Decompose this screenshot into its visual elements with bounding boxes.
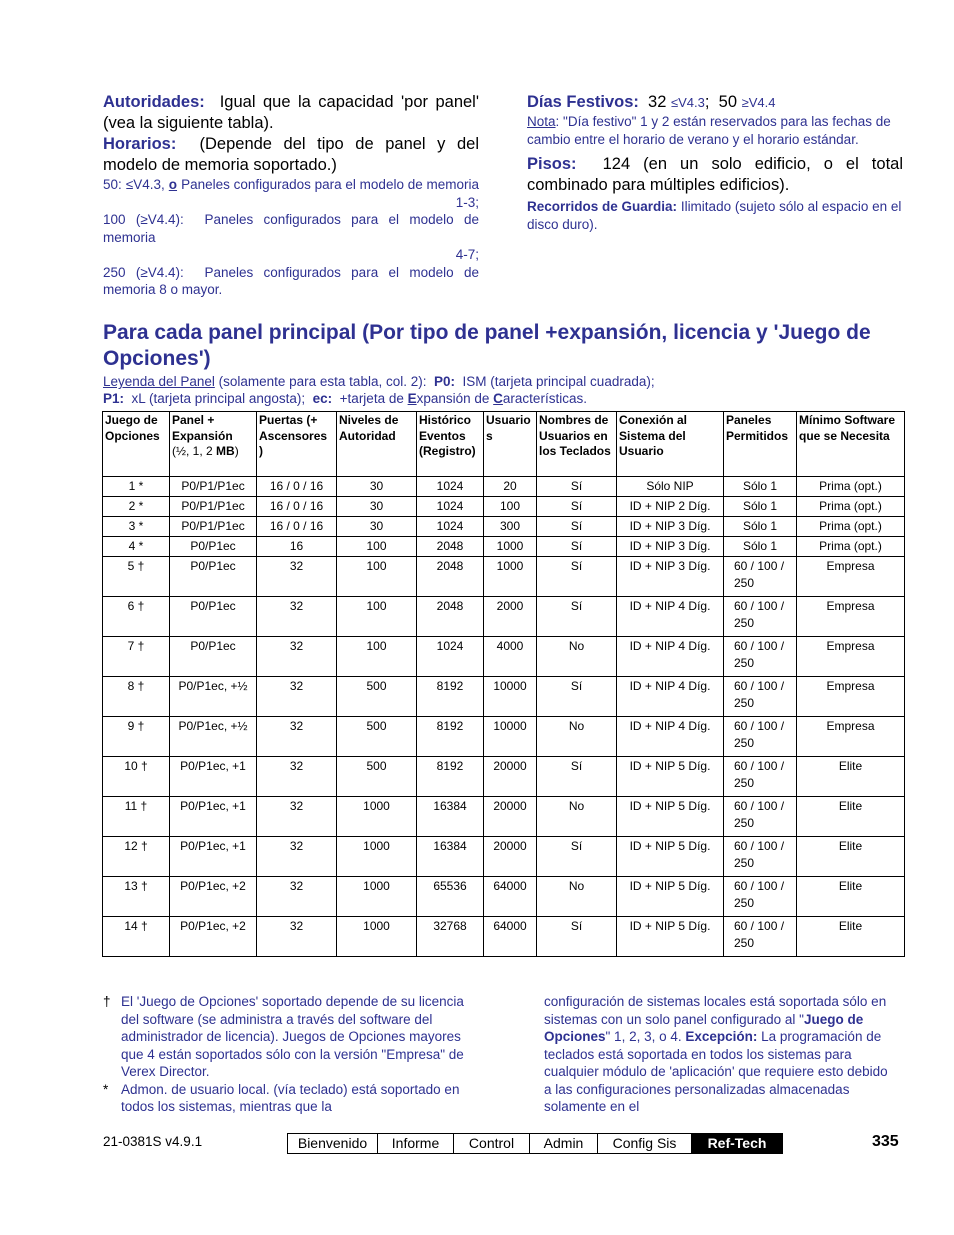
- table-cell: Sí: [537, 497, 617, 517]
- table-header-row: [103, 412, 905, 477]
- table-cell: 60 / 100 / 250: [724, 797, 797, 837]
- table-cell: 32: [257, 837, 337, 877]
- legend-p1: P1:: [103, 391, 125, 406]
- table-cell: 60 / 100 / 250: [724, 597, 797, 637]
- holidays-label: Días Festivos:: [527, 93, 639, 111]
- table-cell: ID + NIP 4 Díg.: [617, 677, 724, 717]
- table-cell: ID + NIP 5 Díg.: [617, 757, 724, 797]
- table-cell: Sí: [537, 837, 617, 877]
- table-row: [103, 837, 905, 877]
- table-cell: 2048: [417, 597, 484, 637]
- table-row: [103, 717, 905, 757]
- authorities-paragraph: [103, 92, 479, 134]
- dagger-text: El 'Juego de Opciones' soportado depende de su licencia del software (se administra a través del software del administrador de licencia). Juegos de Opciones mayores que 4 están soportados sólo con la versión "Empresa" de Verex Director.: [121, 994, 464, 1079]
- holidays-sep: ;: [704, 93, 710, 111]
- table-cell: Sólo 1: [724, 517, 797, 537]
- table-cell: Prima (opt.): [797, 517, 905, 537]
- table-row: [103, 537, 905, 557]
- table-row: [103, 917, 905, 957]
- table-cell: 20: [484, 477, 537, 497]
- sched-l1-b: ≤V4.3,: [125, 177, 165, 192]
- footnotes-left: [103, 993, 471, 1116]
- legend-ec-a: +tarjeta de: [339, 391, 408, 406]
- table-cell: 32: [257, 637, 337, 677]
- table-cell: 13 †: [103, 877, 170, 917]
- table-cell: Empresa: [797, 717, 905, 757]
- table-cell: 1024: [417, 637, 484, 677]
- table-cell: 60 / 100 / 250: [724, 557, 797, 597]
- table-cell: Sí: [537, 537, 617, 557]
- table-cell: No: [537, 797, 617, 837]
- col-header: [170, 412, 257, 477]
- legend-p0-text: ISM (tarjeta principal cuadrada);: [462, 374, 655, 389]
- table-cell: ID + NIP 3 Díg.: [617, 537, 724, 557]
- table-cell: ID + NIP 3 Díg.: [617, 557, 724, 597]
- table-cell: 1024: [417, 497, 484, 517]
- table-cell: 12 †: [103, 837, 170, 877]
- col-header-end: ): [234, 444, 239, 458]
- table-cell: 8192: [417, 677, 484, 717]
- table-cell: 14 †: [103, 917, 170, 957]
- table-cell: P0/P1/P1ec: [170, 477, 257, 497]
- schedules-paragraph: [103, 134, 479, 176]
- table-cell: P0/P1ec, +½: [170, 717, 257, 757]
- table-cell: 60 / 100 / 250: [724, 637, 797, 677]
- table-cell: 1000: [484, 537, 537, 557]
- table-cell: 32: [257, 877, 337, 917]
- note-text: : "Día festivo" 1 y 2 están reservados para las fechas de cambio entre el horario de verano y el horario estándar.: [527, 114, 891, 147]
- table-cell: 20000: [484, 757, 537, 797]
- table-cell: Elite: [797, 757, 905, 797]
- table-cell: No: [537, 877, 617, 917]
- table-row: [103, 877, 905, 917]
- table-cell: 1024: [417, 477, 484, 497]
- table-cell: 2000: [484, 597, 537, 637]
- table-cell: 100: [337, 537, 417, 557]
- table-cell: 300: [484, 517, 537, 537]
- col-header: Paneles Permitidos: [724, 412, 797, 477]
- table-cell: 30: [337, 477, 417, 497]
- table-cell: P0/P1ec, +1: [170, 837, 257, 877]
- holidays-v2: 50: [718, 93, 738, 111]
- table-cell: 2048: [417, 557, 484, 597]
- sched-l1-end: 1-3;: [455, 194, 479, 210]
- table-cell: Elite: [797, 877, 905, 917]
- document-id: 21-0381S v4.9.1: [103, 1134, 203, 1149]
- dagger-mark: †: [103, 994, 111, 1009]
- table-cell: 1000: [337, 837, 417, 877]
- nav-control[interactable]: Control: [454, 1134, 530, 1153]
- table-cell: Prima (opt.): [797, 537, 905, 557]
- table-cell: Elite: [797, 917, 905, 957]
- cont-b: Juego de Opciones: [544, 1011, 864, 1044]
- table-cell: 9 †: [103, 717, 170, 757]
- col-header: Puertas (+ Ascensores ): [257, 412, 337, 477]
- schedules-text: (Depende del tipo de panel y del modelo de memoria soportado.): [103, 135, 479, 174]
- col-header: Juego de Opciones: [103, 412, 170, 477]
- legend-ec-c: xpansión de: [416, 391, 494, 406]
- table-cell: 30: [337, 497, 417, 517]
- table-body: [103, 477, 905, 957]
- table-cell: 1000: [337, 797, 417, 837]
- table-cell: ID + NIP 3 Díg.: [617, 517, 724, 537]
- col-header: Usuario s: [484, 412, 537, 477]
- sched-l1-a: 50:: [103, 177, 122, 192]
- table-row: [103, 637, 905, 677]
- footnotes-right: [544, 993, 896, 1116]
- legend-label: Leyenda del Panel: [103, 374, 215, 389]
- floors-label: Pisos:: [527, 155, 577, 173]
- holidays-v2-version: ≥V4.4: [741, 95, 776, 110]
- nav-ref-tech[interactable]: Ref-Tech: [692, 1134, 782, 1153]
- table-cell: 8192: [417, 757, 484, 797]
- schedules-line-2: [103, 211, 479, 264]
- table-cell: 1 *: [103, 477, 170, 497]
- col-header-sub: (½, 1, 2: [172, 444, 217, 458]
- table-cell: Elite: [797, 797, 905, 837]
- table-cell: ID + NIP 4 Díg.: [617, 717, 724, 757]
- table-cell: 60 / 100 / 250: [724, 877, 797, 917]
- table-cell: 60 / 100 / 250: [724, 717, 797, 757]
- table-cell: Sí: [537, 557, 617, 597]
- table-cell: 2 *: [103, 497, 170, 517]
- table-cell: Sólo 1: [724, 497, 797, 517]
- table-cell: No: [537, 717, 617, 757]
- page-number: 335: [872, 1133, 899, 1150]
- table-cell: Sólo NIP: [617, 477, 724, 497]
- table-cell: 60 / 100 / 250: [724, 837, 797, 877]
- authorities-label: Autoridades:: [103, 93, 205, 111]
- section-title: Para cada panel principal (Por tipo de panel +expansión, licencia y 'Juego de Opciones'): [103, 321, 871, 370]
- table-cell: ID + NIP 5 Díg.: [617, 837, 724, 877]
- table-cell: P0/P1ec: [170, 537, 257, 557]
- sched-l2-a: 100 (≥V4.4):: [103, 212, 184, 227]
- legend-l1: (solamente para esta tabla, col. 2):: [218, 374, 427, 389]
- table-cell: 6 †: [103, 597, 170, 637]
- table-cell: P0/P1ec: [170, 557, 257, 597]
- col-header: Histórico Eventos (Registro): [417, 412, 484, 477]
- table-cell: 500: [337, 677, 417, 717]
- table-row: [103, 677, 905, 717]
- holidays-v1-version: ≤V4.3: [671, 95, 705, 110]
- legend-ec-d: C: [493, 391, 503, 406]
- table-cell: 16 / 0 / 16: [257, 497, 337, 517]
- table-cell: 32: [257, 797, 337, 837]
- star-text: Admon. de usuario local. (vía teclado) está soportado en todos los sistemas, mientras que la: [121, 1081, 460, 1114]
- table-row: [103, 797, 905, 837]
- table-cell: ID + NIP 5 Díg.: [617, 877, 724, 917]
- table-cell: 10 †: [103, 757, 170, 797]
- table-cell: Sólo 1: [724, 477, 797, 497]
- star-mark: *: [103, 1081, 109, 1097]
- table-cell: 60 / 100 / 250: [724, 917, 797, 957]
- table-cell: Sí: [537, 517, 617, 537]
- cont-c: " 1, 2, 3, o 4.: [605, 1029, 686, 1044]
- table-cell: 100: [484, 497, 537, 517]
- table-cell: ID + NIP 4 Díg.: [617, 597, 724, 637]
- guard-text: Ilimitado (sujeto sólo al espacio en el disco duro).: [527, 199, 902, 232]
- table-cell: 100: [337, 597, 417, 637]
- sched-l1-d: Paneles configurados para el modelo de memoria: [181, 177, 479, 192]
- table-cell: ID + NIP 4 Díg.: [617, 637, 724, 677]
- nav-informe[interactable]: Informe: [378, 1134, 454, 1153]
- table-cell: P0/P1/P1ec: [170, 517, 257, 537]
- col-header-text: Panel + Expansión: [172, 413, 233, 443]
- table-cell: Empresa: [797, 637, 905, 677]
- table-cell: 16384: [417, 837, 484, 877]
- right-column: [527, 92, 903, 233]
- table-cell: P0/P1/P1ec: [170, 497, 257, 517]
- sched-l1-row: [103, 176, 479, 194]
- table-cell: 16384: [417, 797, 484, 837]
- table-cell: Prima (opt.): [797, 497, 905, 517]
- table-cell: P0/P1ec, +2: [170, 917, 257, 957]
- table-cell: 1000: [337, 917, 417, 957]
- table-cell: P0/P1ec: [170, 637, 257, 677]
- table-cell: 60 / 100 / 250: [724, 757, 797, 797]
- table-cell: 64000: [484, 877, 537, 917]
- col-header: Niveles de Autoridad: [337, 412, 417, 477]
- legend-ec-b: E: [407, 391, 417, 406]
- schedules-line-3: [103, 264, 479, 299]
- sched-l2-b: Paneles configurados para el modelo de memoria: [103, 212, 479, 245]
- table-cell: 32: [257, 757, 337, 797]
- table-cell: ID + NIP 2 Díg.: [617, 497, 724, 517]
- cont-d: Excepción:: [685, 1029, 758, 1044]
- col-header: Conexión al Sistema del Usuario: [617, 412, 724, 477]
- table-cell: Empresa: [797, 557, 905, 597]
- table-row: [103, 597, 905, 637]
- table-cell: P0/P1ec: [170, 597, 257, 637]
- legend-ec: ec:: [312, 391, 333, 406]
- options-table: [102, 411, 905, 957]
- table-cell: 16 / 0 / 16: [257, 477, 337, 497]
- sched-l3-b: Paneles configurados para el modelo de memoria 8 o mayor.: [103, 264, 479, 297]
- legend-ec-e: aracterísticas.: [502, 391, 587, 406]
- table-cell: Sí: [537, 477, 617, 497]
- sched-l3-a: 250 (≥V4.4):: [103, 264, 184, 280]
- table-row: [103, 757, 905, 797]
- table-cell: P0/P1ec, +1: [170, 797, 257, 837]
- floors-text: 124 (en un solo edificio, o el total combinado para múltiples edificios).: [527, 155, 903, 194]
- table-cell: 8 †: [103, 677, 170, 717]
- star-footnote: [103, 1081, 471, 1116]
- holidays-paragraph: [527, 92, 903, 113]
- table-cell: 1024: [417, 517, 484, 537]
- table-cell: 7 †: [103, 637, 170, 677]
- table-cell: P0/P1ec, +1: [170, 757, 257, 797]
- table-row: [103, 517, 905, 537]
- table-cell: 16: [257, 537, 337, 557]
- footer-nav: [287, 1133, 783, 1154]
- guard-label: Recorridos de Guardia:: [527, 199, 678, 214]
- table-cell: No: [537, 637, 617, 677]
- floors-paragraph: [527, 154, 903, 196]
- table-cell: 500: [337, 757, 417, 797]
- table-cell: P0/P1ec, +2: [170, 877, 257, 917]
- table-cell: 1000: [337, 877, 417, 917]
- nav-bienvenido[interactable]: Bienvenido: [288, 1134, 378, 1153]
- table-cell: 20000: [484, 837, 537, 877]
- table-cell: ID + NIP 5 Díg.: [617, 797, 724, 837]
- table-cell: 32: [257, 597, 337, 637]
- table-cell: 65536: [417, 877, 484, 917]
- table-cell: 4 *: [103, 537, 170, 557]
- table-cell: 10000: [484, 677, 537, 717]
- table-cell: 2048: [417, 537, 484, 557]
- table-cell: 4000: [484, 637, 537, 677]
- table-cell: 100: [337, 557, 417, 597]
- table-cell: Sí: [537, 917, 617, 957]
- table-cell: 30: [337, 517, 417, 537]
- table-cell: Prima (opt.): [797, 477, 905, 497]
- table-cell: 32: [257, 557, 337, 597]
- table-cell: 16 / 0 / 16: [257, 517, 337, 537]
- schedules-line-1: [103, 176, 479, 211]
- table-cell: Sólo 1: [724, 537, 797, 557]
- table-cell: 8192: [417, 717, 484, 757]
- nav-config-sis[interactable]: Config Sis: [598, 1134, 692, 1153]
- holidays-v1: 32: [648, 93, 667, 111]
- col-header: Mínimo Software que se Necesita: [797, 412, 905, 477]
- table-cell: 32: [257, 677, 337, 717]
- table-cell: 3 *: [103, 517, 170, 537]
- table-cell: Empresa: [797, 677, 905, 717]
- legend-p0: P0:: [433, 374, 455, 389]
- table-cell: 11 †: [103, 797, 170, 837]
- table-cell: Empresa: [797, 597, 905, 637]
- schedules-label: Horarios:: [103, 135, 177, 153]
- table-row: [103, 497, 905, 517]
- note-label: Nota: [527, 114, 556, 129]
- dagger-footnote: [103, 993, 471, 1081]
- table-cell: 100: [337, 637, 417, 677]
- table-cell: ID + NIP 5 Díg.: [617, 917, 724, 957]
- table-cell: 10000: [484, 717, 537, 757]
- guard-paragraph: [527, 198, 903, 233]
- authorities-text: Igual que la capacidad 'por panel' (vea la siguiente tabla).: [103, 93, 479, 132]
- legend-p1-text: xL (tarjeta principal angosta);: [131, 391, 306, 406]
- sched-l1-c: o: [168, 177, 178, 192]
- table-cell: 32: [257, 717, 337, 757]
- table-cell: Sí: [537, 597, 617, 637]
- table-cell: 5 †: [103, 557, 170, 597]
- nav-admin[interactable]: Admin: [530, 1134, 598, 1153]
- table-row: [103, 477, 905, 497]
- table-cell: P0/P1ec, +½: [170, 677, 257, 717]
- table-cell: 32: [257, 917, 337, 957]
- table-cell: 500: [337, 717, 417, 757]
- panel-legend: [103, 373, 903, 407]
- left-column: [103, 92, 479, 299]
- table-cell: 32768: [417, 917, 484, 957]
- table-cell: 1000: [484, 557, 537, 597]
- cont-a: configuración de sistemas locales está soportada sólo en sistemas con un solo panel configurado al ": [544, 994, 887, 1027]
- table-cell: 20000: [484, 797, 537, 837]
- table-cell: Sí: [537, 757, 617, 797]
- col-header: Nombres de Usuarios en los Teclados: [537, 412, 617, 477]
- cont-e: La programación de teclados está soportada en todos los sistemas para cualquier módulo de 'aplicación' que requiere esto debido a las configuraciones personalizadas almacenadas solamente en el: [544, 1029, 888, 1114]
- table-cell: Sí: [537, 677, 617, 717]
- holidays-note: [527, 113, 903, 148]
- table-cell: 64000: [484, 917, 537, 957]
- col-header-mb: MB: [216, 444, 235, 458]
- table-row: [103, 557, 905, 597]
- table-cell: Elite: [797, 837, 905, 877]
- sched-l2-end: 4-7;: [455, 247, 479, 262]
- table-cell: 60 / 100 / 250: [724, 677, 797, 717]
